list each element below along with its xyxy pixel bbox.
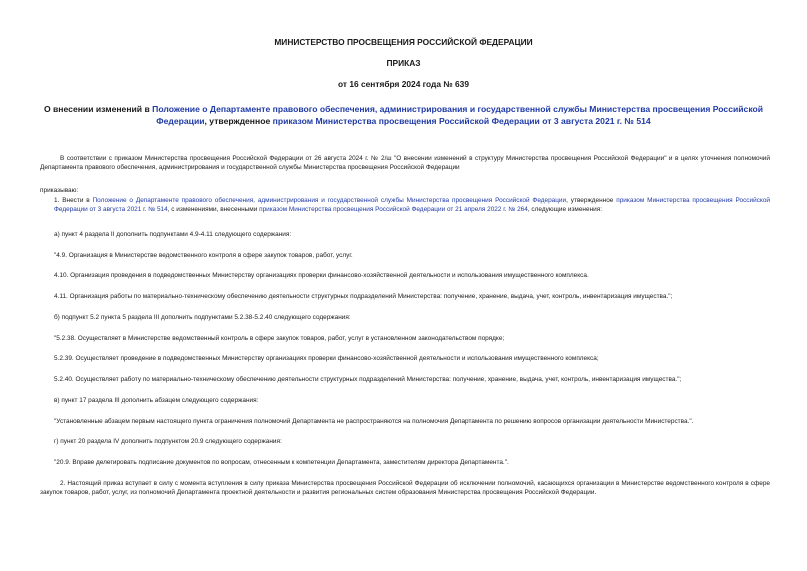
- item-1-prefix: 1. Внести в: [54, 197, 93, 204]
- point-c-intro: в) пункт 17 раздела III дополнить абзацем следующего содержания:: [54, 397, 259, 404]
- item-1-mid2: , с изменениями, внесенными: [167, 206, 260, 214]
- item-1-mid1: , утвержденное: [566, 197, 617, 204]
- title-middle: , утвержденное: [204, 116, 273, 126]
- point-20-9: "20.9. Вправе делегировать подписание документов по вопросам, отнесенным к компетенции Департамента, заместителям директора Департамента.".: [54, 459, 509, 466]
- document-title: [40, 103, 767, 127]
- ministry-name: МИНИСТЕРСТВО ПРОСВЕЩЕНИЯ РОССИЙСКОЙ ФЕДЕРАЦИИ: [274, 37, 533, 47]
- item-1-link-order-514[interactable]: приказом Министерства просвещения Российской Федерации от 3 августа 2021 г. № 514: [54, 197, 771, 214]
- point-a-intro: а) пункт 4 раздела II дополнить подпунктами 4.9-4.11 следующего содержания:: [54, 231, 292, 238]
- point-5-2-39: 5.2.39. Осуществляет проведение в подведомственных Министерству организациях проверки финансово-хозяйственной деятельности и использования имущественного комплекса;: [54, 355, 599, 362]
- point-b-intro: б) подпункт 5.2 пункта 5 раздела III дополнить подпунктами 5.2.38-5.2.40 следующего содержания:: [54, 314, 351, 321]
- title-prefix: О внесении изменений в: [43, 104, 153, 114]
- preamble: В соответствии с приказом Министерства просвещения Российской Федерации от 26 августа 2024 г. № 2/ш "О внесении изменений в структуру Министерства просвещения Российской Федерации" и в целях уточнения полномочий Департамента правового обеспечения, администрирования и государственной службы Министерства просвещения Российской Федерации: [40, 155, 770, 172]
- title-link-regulation[interactable]: Положение о Департаменте правового обеспечения, администрирования и государственной службы Министерства просвещения Российской Федерации: [152, 104, 764, 126]
- title-link-order-514[interactable]: приказом Министерства просвещения Российской Федерации от 3 августа 2021 г. № 514: [272, 116, 651, 126]
- item-1-suffix: , следующие изменения:: [527, 206, 602, 214]
- item-1-link-regulation[interactable]: Положение о Департаменте правового обеспечения, администрирования и государственной службы Министерства просвещения Российской Федерации: [92, 197, 567, 204]
- point-4-9: "4.9. Организация в Министерстве ведомственного контроля в сфере закупок товаров, работ, услуг.: [54, 252, 353, 259]
- item-2: 2. Настоящий приказ вступает в силу с момента вступления в силу приказа Министерства просвещения Российской Федерации об исключении полномочий, касающихся организации в Министерстве ведомственного контроля в сфере закупок товаров, работ, услуг, из полномочий Департамента проектной деятельности и развития региональных систем образования Министерства просвещения Российской Федерации.: [40, 480, 770, 497]
- point-c-text: "Установленные абзацем первым настоящего пункта ограничения полномочий Департамента не распространяются на полномочия Департамента по решению вопросов организации деятельности Министерства.".: [54, 418, 694, 425]
- point-d-intro: г) пункт 20 раздела IV дополнить подпунктом 20.9 следующего содержания:: [54, 438, 282, 445]
- point-5-2-40: 5.2.40. Осуществляет работу по материально-техническому обеспечению деятельности структурных подразделений Министерства: получение, хранение, выдача, учет, контроль, инвентаризация имущества.";: [54, 376, 682, 383]
- point-4-10: 4.10. Организация проведения в подведомственных Министерству организациях проверки финансово-хозяйственной деятельности и использования имущественного комплекса.: [54, 272, 589, 279]
- orders-label: приказываю:: [40, 187, 79, 194]
- item-1: [40, 196, 770, 214]
- item-1-link-order-264[interactable]: приказом Министерства просвещения Российской Федерации от 21 апреля 2022 г. № 264: [259, 206, 528, 214]
- point-4-11: 4.11. Организация работы по материально-техническому обеспечению деятельности структурных подразделений Министерства: получение, хранение, выдача, учет, контроль, инвентаризация имущества.";: [54, 293, 673, 300]
- document-date-number: от 16 сентября 2024 года № 639: [337, 79, 469, 89]
- document-type: ПРИКАЗ: [386, 58, 421, 68]
- point-5-2-38: "5.2.38. Осуществляет в Министерстве ведомственный контроль в сфере закупок товаров, работ, услуг в установленном законодательством порядке;: [54, 335, 505, 342]
